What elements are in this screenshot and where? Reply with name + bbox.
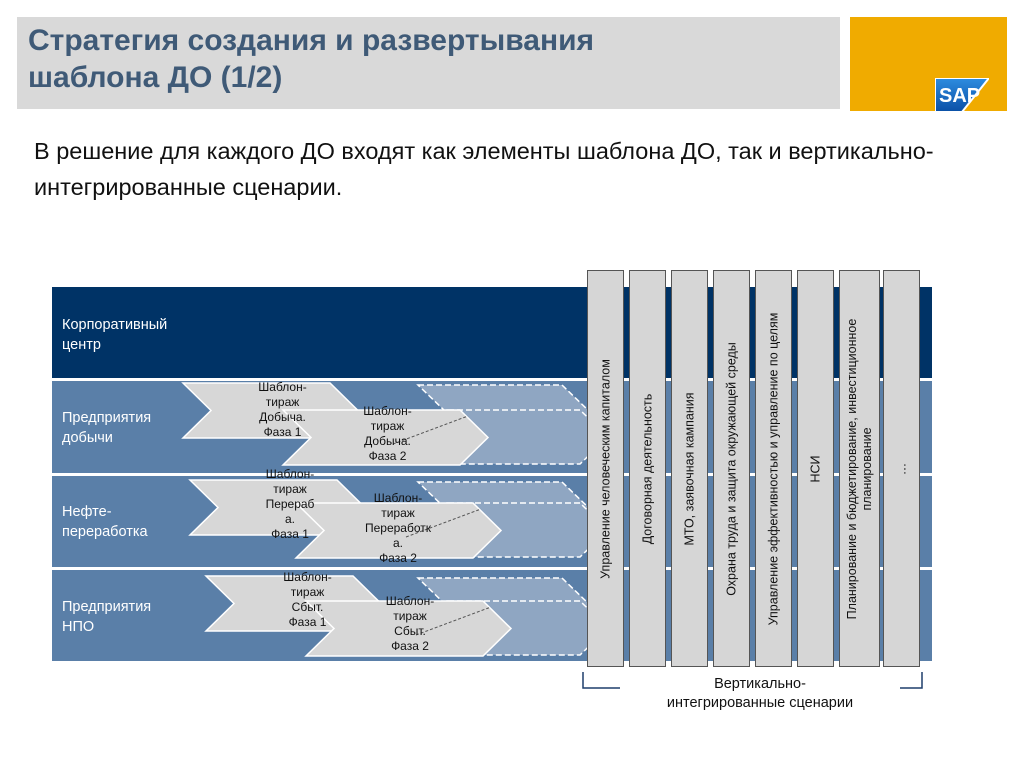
vertical-column-planning xyxy=(839,270,880,667)
vertical-column-label: МТО, заявочная кампания xyxy=(682,391,696,546)
vertical-column-contracts xyxy=(629,270,666,667)
vertical-column-label: Управление эффективностью и управление по целям xyxy=(766,312,780,625)
band-label-mining: Предприятия добычи xyxy=(62,410,152,446)
vertical-column-masterdata xyxy=(797,270,834,667)
bracket-label: Вертикально- интегрированные сценарии xyxy=(620,675,900,713)
lead-text: В решение для каждого ДО входят как элементы шаблона ДО, так и вертикально-интегрированные сценарии. xyxy=(34,138,934,200)
vertical-column-label: Управление человеческим капиталом xyxy=(598,358,612,579)
page-title: Стратегия создания и развертывания шаблона ДО (1/2) xyxy=(28,24,595,94)
vertical-column-hr xyxy=(587,270,624,667)
chevron-refining-phase2-label: Шаблон- тираж Переработк а. Фаза 2 xyxy=(364,491,432,565)
vertical-column-performance xyxy=(755,270,792,667)
band-label-npo: Предприятия НПО xyxy=(62,599,152,635)
vertical-column-safety xyxy=(713,270,750,667)
vertical-column-label: Договорная деятельность xyxy=(640,393,654,544)
chevron-npo-phase1-label: Шаблон- тираж Сбыт. Фаза 1 xyxy=(283,570,332,629)
vertical-column-more xyxy=(883,270,920,667)
chevron-refining-phase1-label: Шаблон- тираж Перераб а. Фаза 1 xyxy=(265,467,315,541)
chevron-npo-phase2-label: Шаблон- тираж Сбыт. Фаза 2 xyxy=(385,594,435,653)
band-label-refining: Нефте- переработка xyxy=(62,504,148,540)
chevron-mining-phase2-label: Шаблон- тираж Добыча. Фаза 2 xyxy=(363,404,412,463)
chevron-mining-phase1-label: Шаблон- тираж Добыча. Фаза 1 xyxy=(258,380,307,439)
vertical-column-label: НСИ xyxy=(808,454,822,483)
vertical-column-label: Охрана труда и защита окружающей среды xyxy=(724,341,738,596)
vertical-column-label: … xyxy=(894,462,908,475)
vertical-column-label: Планирование и бюджетирование, инвестиционное планирование xyxy=(844,318,874,619)
vertical-column-procurement xyxy=(671,270,708,667)
logo-text: SAP xyxy=(939,85,981,107)
band-label-corporate: Корпоративный центр xyxy=(62,317,168,353)
